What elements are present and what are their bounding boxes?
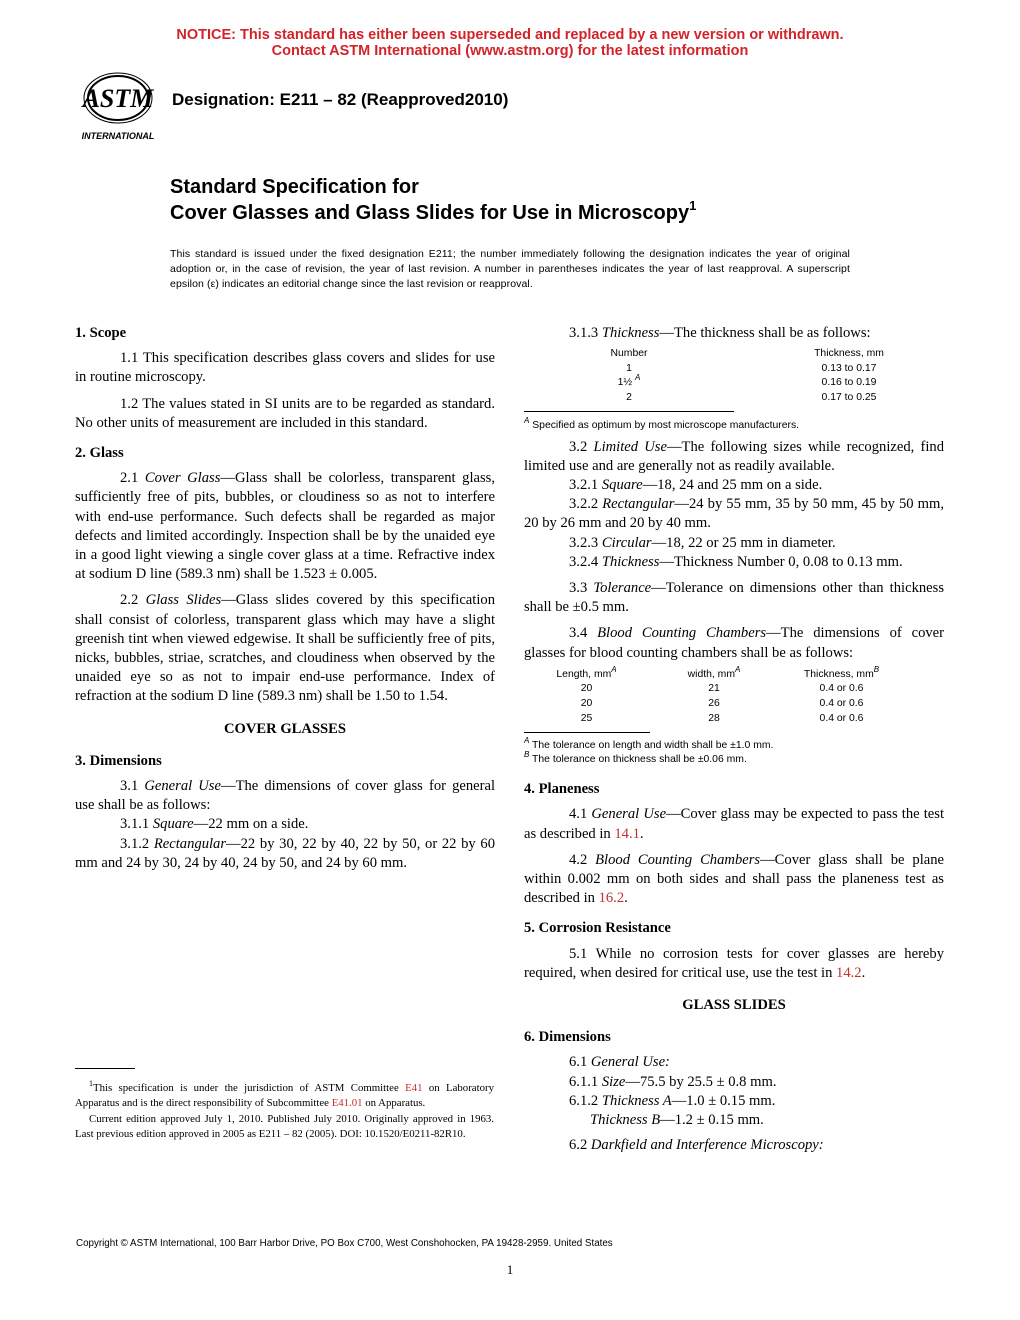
note-mark: B [524,750,530,760]
note-text: The tolerance on thickness shall be ±0.06 mm. [532,754,747,766]
copyright: Copyright © ASTM International, 100 Barr Harbor Drive, PO Box C700, West Conshohocken, PA 19428-2959. United States [76,1238,613,1249]
table-cell: 0.17 to 0.25 [821,391,877,403]
right-column [524,324,944,1155]
table-cell: 2 [626,391,632,403]
para-6-2 [524,1136,944,1155]
table-cell: 1 [626,362,632,374]
para-3-2-1 [524,476,944,495]
para-3-1-2 [75,835,495,873]
left-column [75,324,495,873]
cell-text: 1½ [617,377,633,389]
table-row [584,362,894,377]
table-cell [584,373,674,391]
table-cell: 0.4 or 0.6 [819,698,864,709]
header-text: width, mm [687,668,735,680]
para-num: 3.1 [120,778,145,795]
note-text: Specified as optimum by most microscope manufacturers. [532,419,800,431]
table-row [584,376,894,391]
term: Thickness [601,553,660,570]
astm-logo [72,72,164,144]
table-row [524,682,904,697]
para-6-1-2-b [524,1111,944,1130]
term: Cover Glass [144,470,221,487]
para-3-1-3 [524,324,944,343]
footnote-divider [75,1068,135,1069]
para-3-2-2 [524,495,944,533]
para-3-1 [75,777,495,815]
term: General Use [144,778,221,795]
term: Size [601,1073,626,1090]
notice-line-1: NOTICE: This standard has either been superseded and replaced by a new version or withdrawn. [176,27,844,43]
section-3-heading: 3. Dimensions [75,752,162,769]
para-text: —18, 22 or 25 mm in diameter. [651,534,836,551]
para-text: —The following sizes while recognized, find limited use and are generally not as readily available. [524,438,944,474]
para-num: 6.1 [569,1054,591,1071]
section-link-14-2[interactable]: 14.2 [836,964,862,981]
title-line-2 [170,200,696,226]
table-cell: 28 [708,712,720,724]
para-2-2 [75,591,495,706]
footnote [75,1081,494,1142]
subcommittee-link[interactable]: E41.01 [331,1097,363,1110]
page-number: 1 [506,1262,514,1277]
para-num: 3.2.3 [569,534,602,551]
para-num: 4.2 [569,851,596,868]
term: Blood Counting Chambers [595,851,761,868]
logo-subtext: INTERNATIONAL [81,131,155,141]
intro-paragraph: This standard is issued under the fixed designation E211; the number immediately following the designation indicates the year of original adoption or, in the case of revision, the year of last revision. A number in parentheses indicates the year of last reapproval. A superscript epsilon (ε) indicates an editorial change since the last revision or reapproval. [170,248,850,290]
table-cell: 0.4 or 0.6 [819,683,864,695]
note-mark: A [635,373,641,383]
para-5-1 [524,945,944,983]
header-text: Thickness, mm [803,668,874,680]
term: Square [601,476,643,493]
term: Tolerance [593,580,652,596]
para-num: 3.4 [569,625,598,642]
section-6-heading: 6. Dimensions [524,1029,611,1046]
table-row [584,391,894,406]
section-1-heading: 1. Scope [75,325,127,341]
table-header: Number [610,348,648,360]
thickness-table [524,347,944,432]
term: Glass Slides [145,592,222,609]
term: Rectangular [602,496,675,513]
para-text: —1.2 ± 0.15 mm. [660,1112,764,1129]
para-num: 3.1.3 [569,325,602,341]
para-6-1 [524,1053,944,1072]
note-mark: A [735,664,741,674]
table-header-row [584,347,894,362]
section-2-heading: 2. Glass [75,445,124,462]
table-header [524,664,649,683]
para-num: 3.2.2 [569,496,603,513]
footnote-text: on Apparatus. [362,1097,426,1110]
note-mark: B [873,664,880,674]
para-3-4 [524,624,944,662]
glass-slides-heading: GLASS SLIDES [682,997,786,1014]
chamber-table [524,664,944,767]
term: General Use: [590,1054,670,1071]
para-4-2 [524,851,944,909]
term: Thickness A [601,1092,672,1109]
section-4-heading: 4. Planeness [524,781,600,798]
table-divider [524,732,650,733]
para-text: —Tolerance on dimensions other than thickness shall be ±0.5 mm. [524,580,944,616]
para-text: —1.0 ± 0.15 mm. [671,1092,776,1109]
section-5-heading: 5. Corrosion Resistance [524,920,671,937]
table-cell: 0.4 or 0.6 [819,712,864,724]
term: General Use [591,806,667,823]
cover-glasses-heading: COVER GLASSES [223,720,347,737]
term: Circular [601,534,652,551]
term: Thickness B [590,1112,661,1129]
table-cell: 20 [580,698,593,709]
chamber-table-grid [524,664,904,726]
table-cell: 26 [708,698,720,709]
para-num: 6.2 [569,1137,591,1154]
table-note-b [524,750,944,767]
table-cell: 0.16 to 0.19 [821,377,877,389]
para-2-1 [75,469,495,584]
astm-logo-icon [72,72,164,144]
para-num: 6.1.2 [569,1092,602,1109]
term: Rectangular [153,835,227,852]
table-note-a [524,736,944,753]
footnote-text: on Laboratory Apparatus and is the direct responsibility of Subcommittee [75,1082,494,1110]
para-3-3 [524,579,944,617]
table-header [779,664,904,683]
logo-letters: ASTM [82,84,154,113]
para-text: —24 by 55 mm, 35 by 50 mm, 45 by 50 mm, 20 by 26 mm and 20 by 40 mm. [524,496,944,532]
header-text: Length, mm [556,668,612,680]
table-note [524,415,944,433]
table-row [524,697,904,712]
para-text: —22 mm on a side. [193,816,309,833]
period: . [624,890,628,907]
para-3-2-4 [524,553,944,572]
document-title [170,174,696,226]
title-footnote-mark[interactable]: 1 [689,198,697,213]
notice-line-2: Contact ASTM International (www.astm.org) for the latest information [271,43,749,59]
period: . [639,825,644,842]
period: . [861,964,866,981]
committee-link[interactable]: E41 [405,1082,423,1094]
para-text: —Cover glass shall be plane within 0.002 mm on both sides and shall pass the planeness test as described in [524,851,944,907]
footnote-mark: 1 [89,1079,93,1088]
section-link-14-1[interactable]: 14.1 [614,825,640,842]
para-text: —The dimensions of cover glasses for blood counting chambers shall be as follows: [524,625,945,661]
table-row [524,712,904,727]
para-text: —Thickness Number 0, 0.08 to 0.13 mm. [659,553,903,570]
footnote-para-1 [75,1081,494,1112]
table-divider [524,411,734,412]
term: Darkfield and Interference Microscopy: [590,1137,824,1154]
para-num: 3.1.2 [120,835,154,852]
para-num: 2.2 [120,592,146,609]
designation: Designation: E211 – 82 (Reapproved2010) [172,90,509,109]
para-num: 6.1.1 [569,1073,602,1090]
para-3-1-1 [75,815,495,834]
para-num: 3.2 [569,438,594,455]
para-text: —22 by 30, 22 by 40, 22 by 50, or 22 by 60 mm and 24 by 30, 24 by 40, 24 by 50, and 24 by 60 mm. [75,835,495,871]
para-text: —Glass slides covered by this specification shall consist of colorless, transparent glass which may have a slight greenish tint when viewed edgewise. It shall be sufficiently free of pits, nicks, bubbles, striae, scratches, and cloudiness when observed by the unaided eye so as not to impair end-use performance. Index of refraction at the sodium D line (589.3 nm) shall be 1.50 to 1.54. [75,592,495,705]
table-cell: 25 [580,712,593,724]
note-mark: A [611,664,617,674]
term: Limited Use [593,438,667,455]
para-text: —Cover glass may be expected to pass the test as described in [524,806,945,842]
note-text: The tolerance on length and width shall be ±1.0 mm. [532,740,774,752]
table-header: Thickness, mm [814,348,884,360]
term: Square [152,816,194,833]
title-line-2-text: Cover Glasses and Glass Slides for Use in Microscopy [170,202,690,224]
note-mark: A [524,415,530,425]
footnote-para-2: Current edition approved July 1, 2010. Published July 2010. Originally approved in 1963. Last previous edition approved in 2005 as E211 – 82 (2005). DOI: 10.1520/E0211-82R10. [75,1112,494,1140]
title-line-1: Standard Specification for [170,176,419,198]
footnote-text: This specification is under the jurisdiction of ASTM Committee [93,1082,406,1094]
para-4-1 [524,805,944,843]
para-6-1-1 [524,1073,944,1092]
para-num: 2.1 [120,470,145,487]
para-3-2-3 [524,534,944,553]
para-text: —Glass shall be colorless, transparent glass, sufficiently free of pits, bubbles, or cloudiness so as not to interfere with end-use performance. Such defects shall be regarded as major defects and limited accordingly. Inspection shall be by the unaided eye in a good light viewing a single cover glass at a time. Refractive index at sodium D line (589.3 nm) shall be 1.523 ± 0.005. [75,470,495,583]
para-3-2 [524,438,944,476]
para-1-1: 1.1 This specification describes glass covers and slides for use in routine microscopy. [75,350,495,386]
term: Blood Counting Chambers [597,625,767,642]
para-text: —18, 24 and 25 mm on a side. [642,476,823,493]
para-num: 3.1.1 [120,816,153,833]
term: Thickness [601,325,660,341]
para-text: 5.1 While no corrosion tests for cover glasses are hereby required, when desired for critical use, use the test in [524,945,944,981]
para-1-2: 1.2 The values stated in SI units are to be regarded as standard. No other units of measurement are included in this standard. [75,395,495,431]
para-num: 3.2.4 [569,553,602,570]
para-num: 3.3 [569,580,594,596]
para-6-1-2 [524,1092,944,1111]
para-text: —75.5 by 25.5 ± 0.8 mm. [625,1073,777,1090]
note-mark: A [524,736,530,746]
table-header-row [524,668,904,683]
para-text: —The thickness shall be as follows: [659,325,871,341]
section-link-16-2[interactable]: 16.2 [598,890,625,907]
table-cell: 20 [580,683,593,695]
thickness-table-grid [584,347,894,405]
table-cell: 0.13 to 0.17 [821,362,877,374]
para-text: —The dimensions of cover glass for general use shall be as follows: [75,778,496,814]
para-num: 3.2.1 [569,476,602,493]
para-num: 4.1 [569,806,592,823]
table-cell: 21 [708,683,720,695]
table-header [649,664,779,683]
